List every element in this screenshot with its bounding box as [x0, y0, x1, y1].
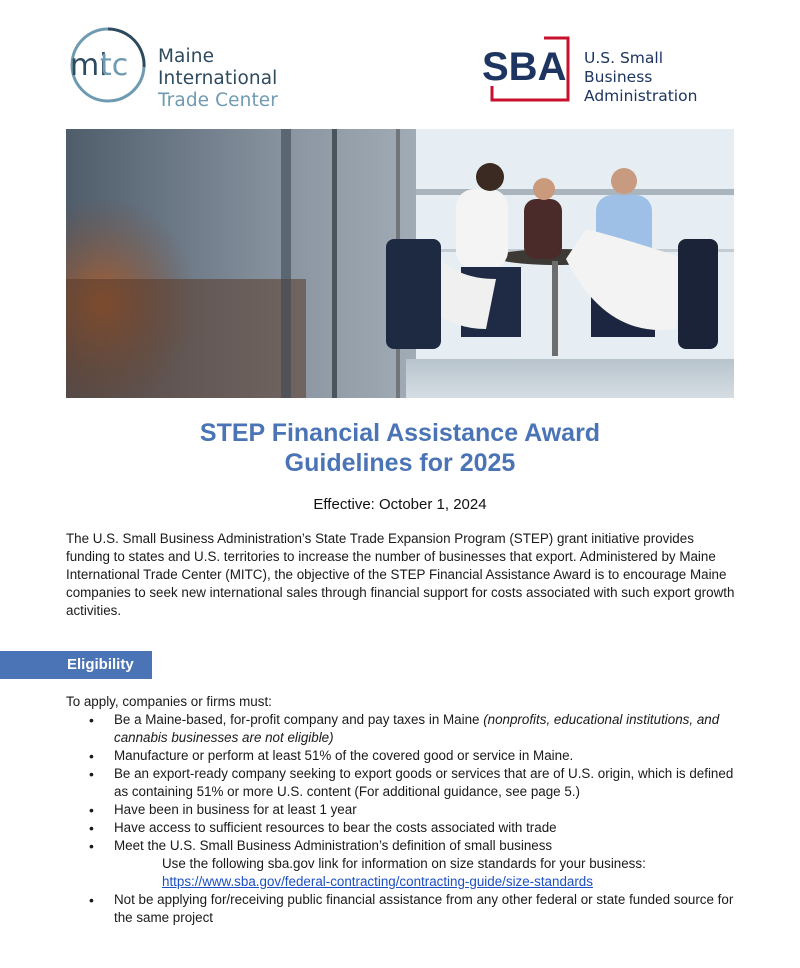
- effective-date: Effective: October 1, 2024: [313, 496, 487, 513]
- eligibility-heading-bar: [0, 651, 152, 679]
- list-item: • Manufacture or perform at least 51% of the covered good or service in Maine.: [88, 747, 738, 765]
- eligibility-lead: To apply, companies or firms must:: [66, 694, 272, 709]
- list-item: • Not be applying for/receiving public financial assistance from any other federal or state funded source for the same project: [88, 891, 738, 927]
- eligibility-heading: Eligibility: [67, 656, 134, 673]
- sba-mark-icon: [482, 34, 572, 104]
- list-item: • Be a Maine-based, for-profit company and pay taxes in Maine (nonprofits, educational institutions, and cannabis businesses are not eligible): [88, 711, 738, 747]
- sba-name-line2: Administration: [584, 87, 698, 105]
- sba-logo: [482, 34, 732, 104]
- title-line1: STEP Financial Assistance Award: [199, 419, 601, 447]
- eligibility-list: [88, 711, 738, 927]
- mitc-name-line1: Maine International: [158, 46, 278, 89]
- list-item: • Meet the U.S. Small Business Administration’s definition of small business Use the following sba.gov link for information on size standards for your business: https://www.sba.gov/federal-contracting/contracting-guide/size-standards: [88, 837, 738, 891]
- svg-text:SBA: SBA: [482, 45, 567, 89]
- mitc-name: [158, 46, 338, 112]
- sba-name-line1: U.S. Small Business: [584, 49, 664, 86]
- hero-photo: [66, 129, 734, 398]
- title-line2: Guidelines for 2025: [284, 449, 516, 477]
- mitc-name-line2: Trade Center: [158, 90, 278, 111]
- intro-paragraph: The U.S. Small Business Administration’s State Trade Expansion Program (STEP) grant initiative provides funding to states and U.S. territories to increase the number of businesses that export. Administered by Maine International Trade Center (MITC), the objective of the STEP Financial Assistance Award is to encourage Maine companies to seek new international sales through financial support for costs associated with such export growth activities.: [66, 531, 735, 618]
- page-title: [0, 418, 800, 478]
- list-item: • Have been in business for at least 1 year: [88, 801, 738, 819]
- list-item: • Have access to sufficient resources to bear the costs associated with trade: [88, 819, 738, 837]
- mitc-logo: [68, 25, 338, 111]
- svg-text:mi: mi: [70, 48, 108, 83]
- mitc-ring-icon: [68, 25, 152, 105]
- size-standards-link-row: [114, 873, 738, 891]
- list-item: • Be an export-ready company seeking to export goods or services that are of U.S. origin, which is defined as containing 51% or more U.S. content (For additional guidance, see page 5.): [88, 765, 738, 801]
- sba-name: [584, 49, 732, 106]
- size-standards-link[interactable]: https://www.sba.gov/federal-contracting/contracting-guide/size-standards: [162, 874, 593, 889]
- size-standards-note: Use the following sba.gov link for information on size standards for your business:: [162, 856, 646, 871]
- svg-text:tc: tc: [100, 48, 129, 83]
